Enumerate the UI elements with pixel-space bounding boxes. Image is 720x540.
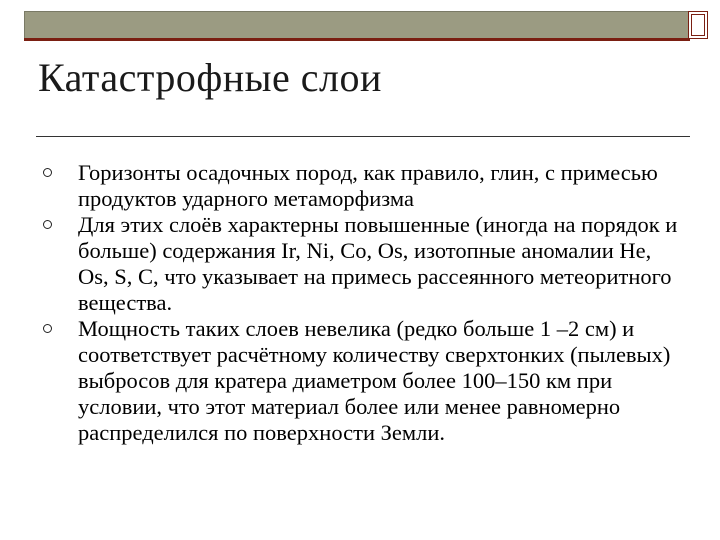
header-bar xyxy=(24,11,690,39)
bullet-item xyxy=(40,316,680,446)
slide-title: Катастрофные слои xyxy=(38,55,382,100)
hollow-circle-icon xyxy=(43,324,52,333)
title-divider xyxy=(36,136,690,137)
bullet-list xyxy=(40,160,680,446)
bullet-item xyxy=(40,212,680,316)
hollow-circle-icon xyxy=(43,168,52,177)
corner-square-icon xyxy=(688,11,708,39)
bullet-text: Для этих слоёв характерны повышенные (иногда на порядок и больше) содержания Ir, Ni, Co, Os, изотопные аномалии He, Os, S, C, что указывает на примесь рассеянного метеоритного вещества. xyxy=(78,212,678,315)
bullet-text: Мощность таких слоев невелика (редко больше 1 –2 см) и соответствует расчётному количеству сверхтонких (пылевых) выбросов для кратера диаметром более 100–150 км при условии, что этот материал более или менее равномерно распределился по поверхности Земли. xyxy=(78,316,671,445)
bullet-item xyxy=(40,160,680,212)
header-accent-rule xyxy=(24,38,690,41)
hollow-circle-icon xyxy=(43,220,52,229)
bullet-text: Горизонты осадочных пород, как правило, глин, с примесью продуктов ударного метаморфизма xyxy=(78,160,658,211)
